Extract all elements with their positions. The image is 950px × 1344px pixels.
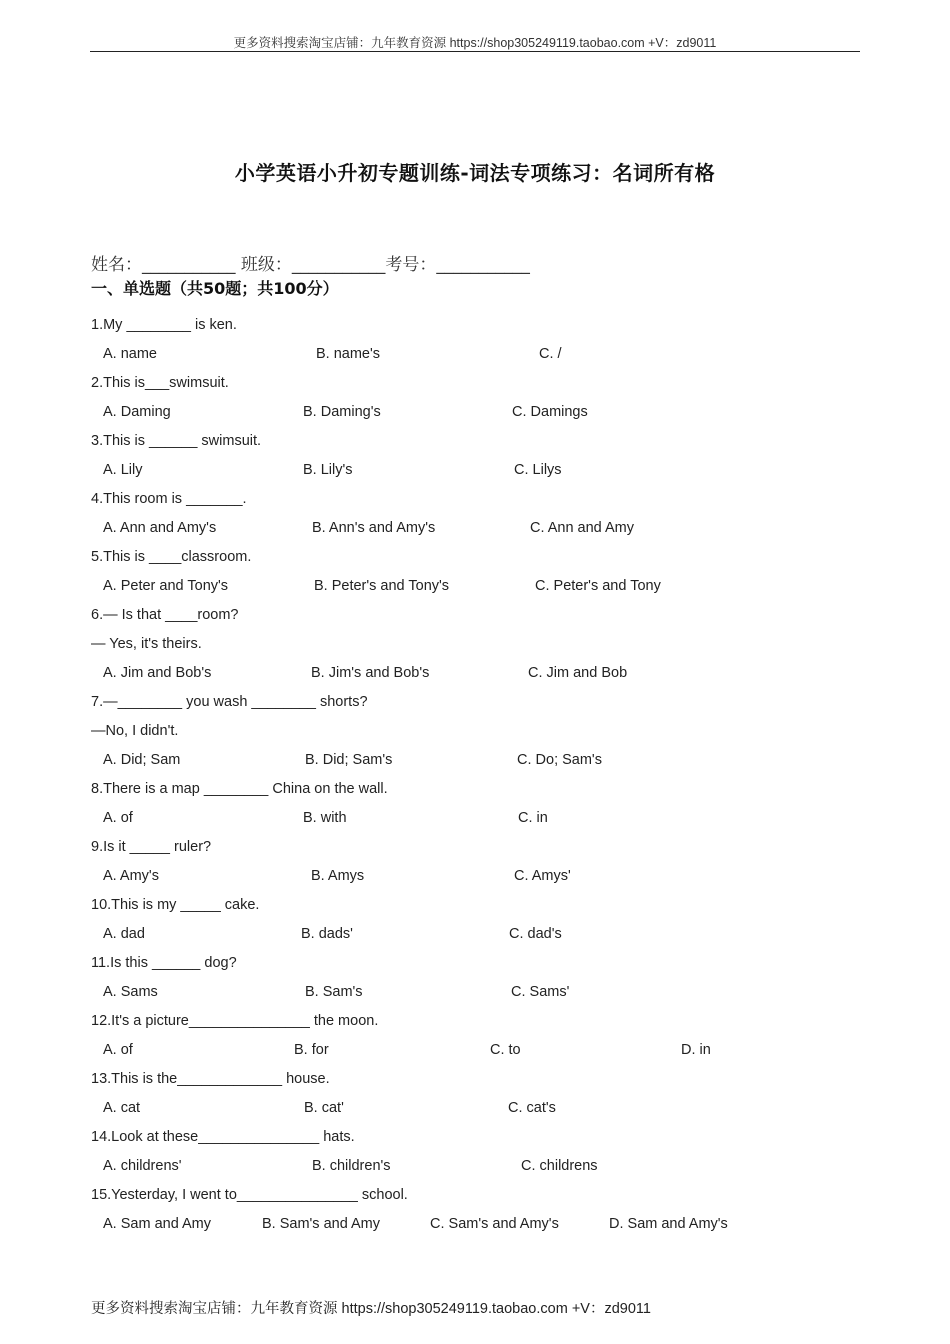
option-c[interactable]: C. to [490, 1042, 521, 1058]
option-a[interactable]: A. Amy's [103, 868, 159, 884]
option-a[interactable]: A. childrens' [103, 1158, 182, 1174]
option-a[interactable]: A. Ann and Amy's [103, 520, 217, 536]
option-b[interactable]: B. Ann's and Amy's [312, 520, 436, 536]
question-stem: 14.Look at these_______________ hats. [91, 1129, 355, 1145]
options-row [91, 1154, 871, 1183]
option-c[interactable]: C. in [518, 810, 548, 826]
section-heading: 一、单选题（共50题；共100分） [91, 279, 339, 298]
question-stem: 9.Is it _____ ruler? [91, 839, 212, 855]
options-row [91, 1212, 871, 1241]
option-a[interactable]: A. name [103, 346, 157, 362]
option-b[interactable]: B. Sam's [305, 984, 363, 1000]
option-d[interactable]: D. Sam and Amy's [609, 1216, 728, 1232]
page-footer: 更多资料搜索淘宝店铺：九年教育资源 https://shop305249119.taobao.com +V：zd9011 [91, 1301, 651, 1317]
option-c[interactable]: C. Amys' [514, 868, 571, 884]
question-stem: 7.—________ you wash ________ shorts? [91, 694, 368, 710]
option-b[interactable]: B. Jim's and Bob's [311, 665, 430, 681]
question-stem: 12.It's a picture_______________ the moon. [91, 1013, 379, 1029]
option-a[interactable]: A. Sam and Amy [103, 1216, 211, 1232]
option-c[interactable]: C. Do; Sam's [517, 752, 602, 768]
option-c[interactable]: C. Peter's and Tony [535, 578, 661, 594]
question-stem: 1.My ________ is ken. [91, 317, 237, 333]
options-row [91, 980, 871, 1009]
option-b[interactable]: B. with [303, 810, 347, 826]
question-stem: 5.This is ____classroom. [91, 549, 252, 565]
question-stem: 10.This is my _____ cake. [91, 897, 260, 913]
option-b[interactable]: B. for [294, 1042, 329, 1058]
question-stem: 15.Yesterday, I went to_______________ school. [91, 1187, 408, 1203]
option-c[interactable]: C. Sam's and Amy's [430, 1216, 559, 1232]
option-a[interactable]: A. of [103, 1042, 133, 1058]
question-stem: 4.This room is _______. [91, 491, 247, 507]
option-b[interactable]: B. Daming's [303, 404, 381, 420]
option-b[interactable]: B. dads' [301, 926, 353, 942]
option-a[interactable]: A. Sams [103, 984, 158, 1000]
option-c[interactable]: C. Lilys [514, 462, 562, 478]
option-a[interactable]: A. Daming [103, 404, 171, 420]
student-info-line: 姓名：___________ 班级：___________考号：___________ [91, 255, 530, 275]
options-row [91, 1096, 871, 1125]
question-stem: 6.— Is that ____room? [91, 607, 239, 623]
option-b[interactable]: B. children's [312, 1158, 391, 1174]
options-row [91, 574, 871, 603]
options-row [91, 864, 871, 893]
question-dialogue-line: —No, I didn't. [91, 723, 179, 739]
option-a[interactable]: A. Jim and Bob's [103, 665, 212, 681]
option-a[interactable]: A. cat [103, 1100, 141, 1116]
question-stem: 8.There is a map ________ China on the wall. [91, 781, 388, 797]
option-b[interactable]: B. cat' [304, 1100, 344, 1116]
options-row [91, 661, 871, 690]
option-b[interactable]: B. Lily's [303, 462, 353, 478]
option-d[interactable]: D. in [681, 1042, 711, 1058]
options-row [91, 400, 871, 429]
option-b[interactable]: B. name's [316, 346, 381, 362]
option-a[interactable]: A. of [103, 810, 133, 826]
page-title: 小学英语小升初专题训练-词法专项练习：名词所有格 [234, 161, 716, 185]
page-header: 更多资料搜索淘宝店铺：九年教育资源 https://shop305249119.taobao.com +V：zd9011 [233, 36, 717, 50]
question-list [91, 313, 871, 1241]
question-stem: 2.This is___swimsuit. [91, 375, 229, 391]
option-b[interactable]: B. Sam's and Amy [262, 1216, 381, 1232]
options-row [91, 748, 871, 777]
options-row [91, 922, 871, 951]
question-stem: 11.Is this ______ dog? [91, 955, 237, 971]
option-a[interactable]: A. Lily [103, 462, 143, 478]
options-row [91, 1038, 871, 1067]
option-b[interactable]: B. Amys [311, 868, 365, 884]
option-c[interactable]: C. / [539, 346, 562, 362]
option-c[interactable]: C. dad's [509, 926, 562, 942]
option-a[interactable]: A. Peter and Tony's [103, 578, 229, 594]
question-dialogue-line: — Yes, it's theirs. [91, 636, 202, 652]
option-b[interactable]: B. Did; Sam's [305, 752, 393, 768]
option-c[interactable]: C. Ann and Amy [530, 520, 634, 536]
options-row [91, 806, 871, 835]
question-stem: 3.This is ______ swimsuit. [91, 433, 262, 449]
option-c[interactable]: C. Jim and Bob [528, 665, 628, 681]
option-a[interactable]: A. dad [103, 926, 145, 942]
option-c[interactable]: C. cat's [508, 1100, 556, 1116]
question-stem: 13.This is the_____________ house. [91, 1071, 330, 1087]
option-c[interactable]: C. Sams' [511, 984, 570, 1000]
option-c[interactable]: C. Damings [512, 404, 588, 420]
header-divider [90, 51, 860, 52]
option-b[interactable]: B. Peter's and Tony's [314, 578, 450, 594]
options-row [91, 342, 871, 371]
option-a[interactable]: A. Did; Sam [103, 752, 181, 768]
options-row [91, 516, 871, 545]
option-c[interactable]: C. childrens [521, 1158, 598, 1174]
options-row [91, 458, 871, 487]
